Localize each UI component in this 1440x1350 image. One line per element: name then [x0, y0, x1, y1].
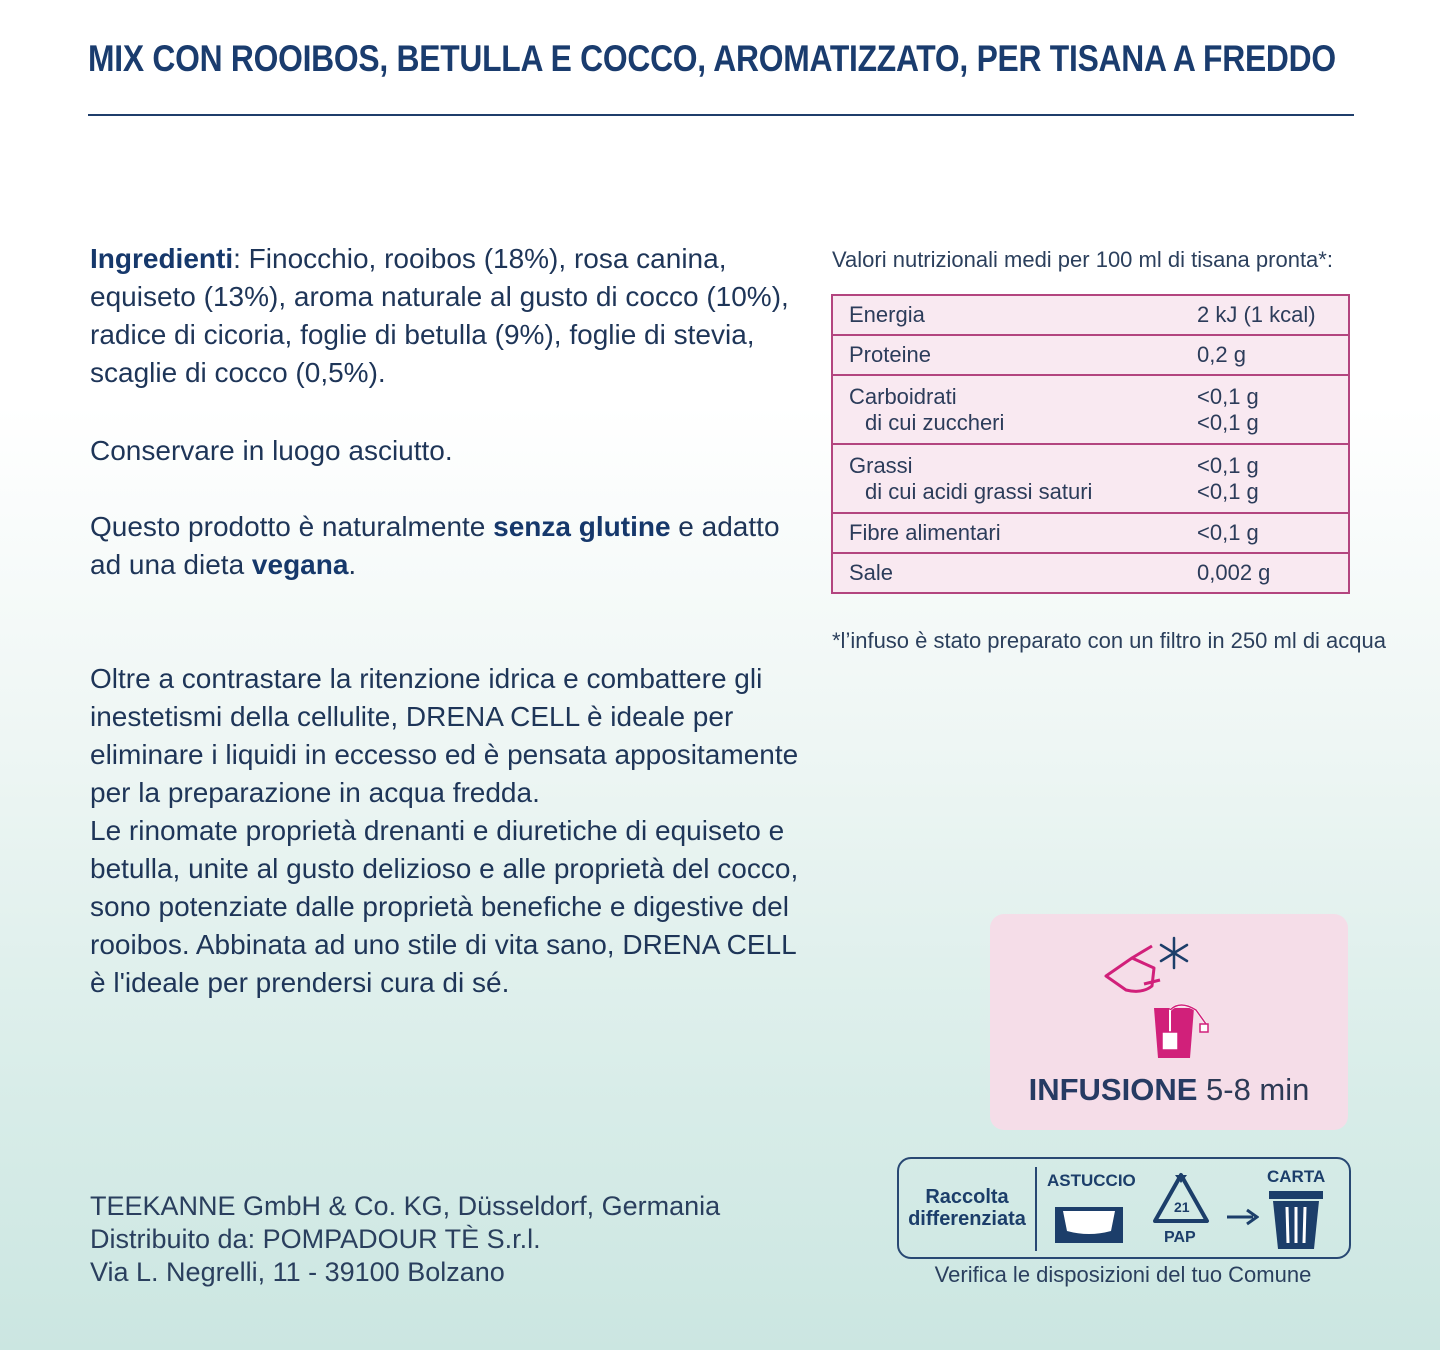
nutrient-label-group	[832, 444, 1197, 513]
title-divider	[88, 114, 1354, 116]
arrow-right-icon	[1225, 1207, 1259, 1227]
nutrient-label: Sale	[832, 553, 1197, 593]
packaging-type: ASTUCCIO	[1047, 1171, 1136, 1190]
table-row	[832, 444, 1349, 513]
nutrient-value: <0,1 g	[1197, 383, 1259, 409]
recycling-heading	[899, 1159, 1035, 1257]
nutrient-label: Proteine	[832, 335, 1197, 375]
ingredients-label: Ingredienti	[90, 243, 234, 274]
recycling-note: Verifica le disposizioni del tuo Comune	[934, 1262, 1312, 1287]
trash-bin-icon	[1267, 1189, 1325, 1251]
address-line: Via L. Negrelli, 11 - 39100 Bolzano	[90, 1257, 505, 1287]
gluten-free-text-1: Questo prodotto è naturalmente	[90, 511, 494, 542]
recycling-box	[897, 1157, 1351, 1259]
description-paragraph	[90, 660, 810, 1002]
description-part-2: Le rinomate proprietà drenanti e diuretiche di equiseto e betulla, unite al gusto delizioso e alle proprietà del cocco, sono potenziate dalle proprietà benefiche e digestive del rooibos. Abbinata ad uno stile di vita sano, DRENA CELL è l'ideale per prendersi cura di sé.	[90, 815, 799, 998]
table-row	[832, 295, 1349, 335]
tea-bag-cup-icon	[1150, 1002, 1214, 1062]
table-row	[832, 553, 1349, 593]
gluten-free-text-3: .	[348, 549, 357, 580]
material-code: PAP	[1164, 1229, 1196, 1246]
ingredients-paragraph	[90, 240, 810, 392]
recycling-separator	[1035, 1167, 1037, 1251]
manufacturer-info	[90, 1190, 790, 1289]
storage-text: Conservare in luogo asciutto.	[90, 435, 453, 466]
vegan-bold: vegana	[251, 549, 349, 580]
infusion-time-label	[990, 1072, 1348, 1108]
recycling-label-1: Raccolta	[925, 1186, 1009, 1208]
distributor-line: Distribuito da: POMPADOUR TÈ S.r.l.	[90, 1224, 541, 1254]
nutrient-value-group	[1197, 375, 1349, 444]
nutrient-sub-label: di cui zuccheri	[865, 409, 1005, 435]
nutrition-table	[831, 294, 1350, 594]
gluten-free-bold: senza glutine	[493, 511, 671, 542]
nutrient-label: Carboidrati	[849, 383, 957, 409]
nutrient-value: 0,2 g	[1197, 335, 1349, 375]
table-row	[832, 375, 1349, 444]
infusion-box	[990, 914, 1348, 1130]
table-row	[832, 513, 1349, 553]
table-row	[832, 335, 1349, 375]
nutrient-sub-value: <0,1 g	[1197, 478, 1259, 504]
manufacturer-line: TEEKANNE GmbH & Co. KG, Düsseldorf, Germania	[90, 1191, 721, 1221]
nutrient-value: <0,1 g	[1197, 452, 1259, 478]
nutrient-sub-label: di cui acidi grassi saturi	[865, 478, 1093, 504]
nutrient-label: Grassi	[849, 452, 913, 478]
nutrient-label-group	[832, 375, 1197, 444]
infusion-time: 5-8 min	[1197, 1072, 1310, 1107]
nutrient-value: 0,002 g	[1197, 553, 1349, 593]
box-icon	[1053, 1205, 1125, 1245]
product-title: MIX CON ROOIBOS, BETULLA E COCCO, AROMATIZZATO, PER TISANA A FREDDO	[88, 38, 1336, 79]
infusion-label: INFUSIONE	[1028, 1072, 1198, 1107]
nutrient-value: <0,1 g	[1197, 513, 1349, 553]
recycling-code: 21	[1174, 1199, 1190, 1215]
nutrient-sub-value: <0,1 g	[1197, 409, 1259, 435]
gluten-free-text-2: e adatto ad una dieta	[90, 511, 780, 580]
gluten-free-paragraph	[90, 508, 810, 584]
cold-water-pour-icon	[1102, 934, 1196, 998]
ingredients-text: : Finocchio, rooibos (18%), rosa canina, equiseto (13%), aroma naturale al gusto di cocco (10%), radice di cicoria, foglie di betulla (9%), foglie di stevia, scaglie di cocco (0,5%).	[90, 243, 789, 388]
nutrient-value-group	[1197, 444, 1349, 513]
nutrient-value: 2 kJ (1 kcal)	[1197, 295, 1349, 335]
recycling-label-2: differenziata	[908, 1208, 1026, 1230]
nutrition-heading: Valori nutrizionali medi per 100 ml di tisana pronta*:	[832, 247, 1333, 272]
description-part-1: Oltre a contrastare la ritenzione idrica e combattere gli inestetismi della cellulite, DRENA CELL è ideale per eliminare i liquidi in eccesso ed è pensata appositamente per la preparazione in acqua fredda.	[90, 663, 799, 808]
nutrient-label: Fibre alimentari	[832, 513, 1197, 553]
nutrition-footnote: *l’infuso è stato preparato con un filtro in 250 ml di acqua	[832, 628, 1386, 653]
bin-type: CARTA	[1267, 1167, 1326, 1186]
nutrient-label: Energia	[832, 295, 1197, 335]
